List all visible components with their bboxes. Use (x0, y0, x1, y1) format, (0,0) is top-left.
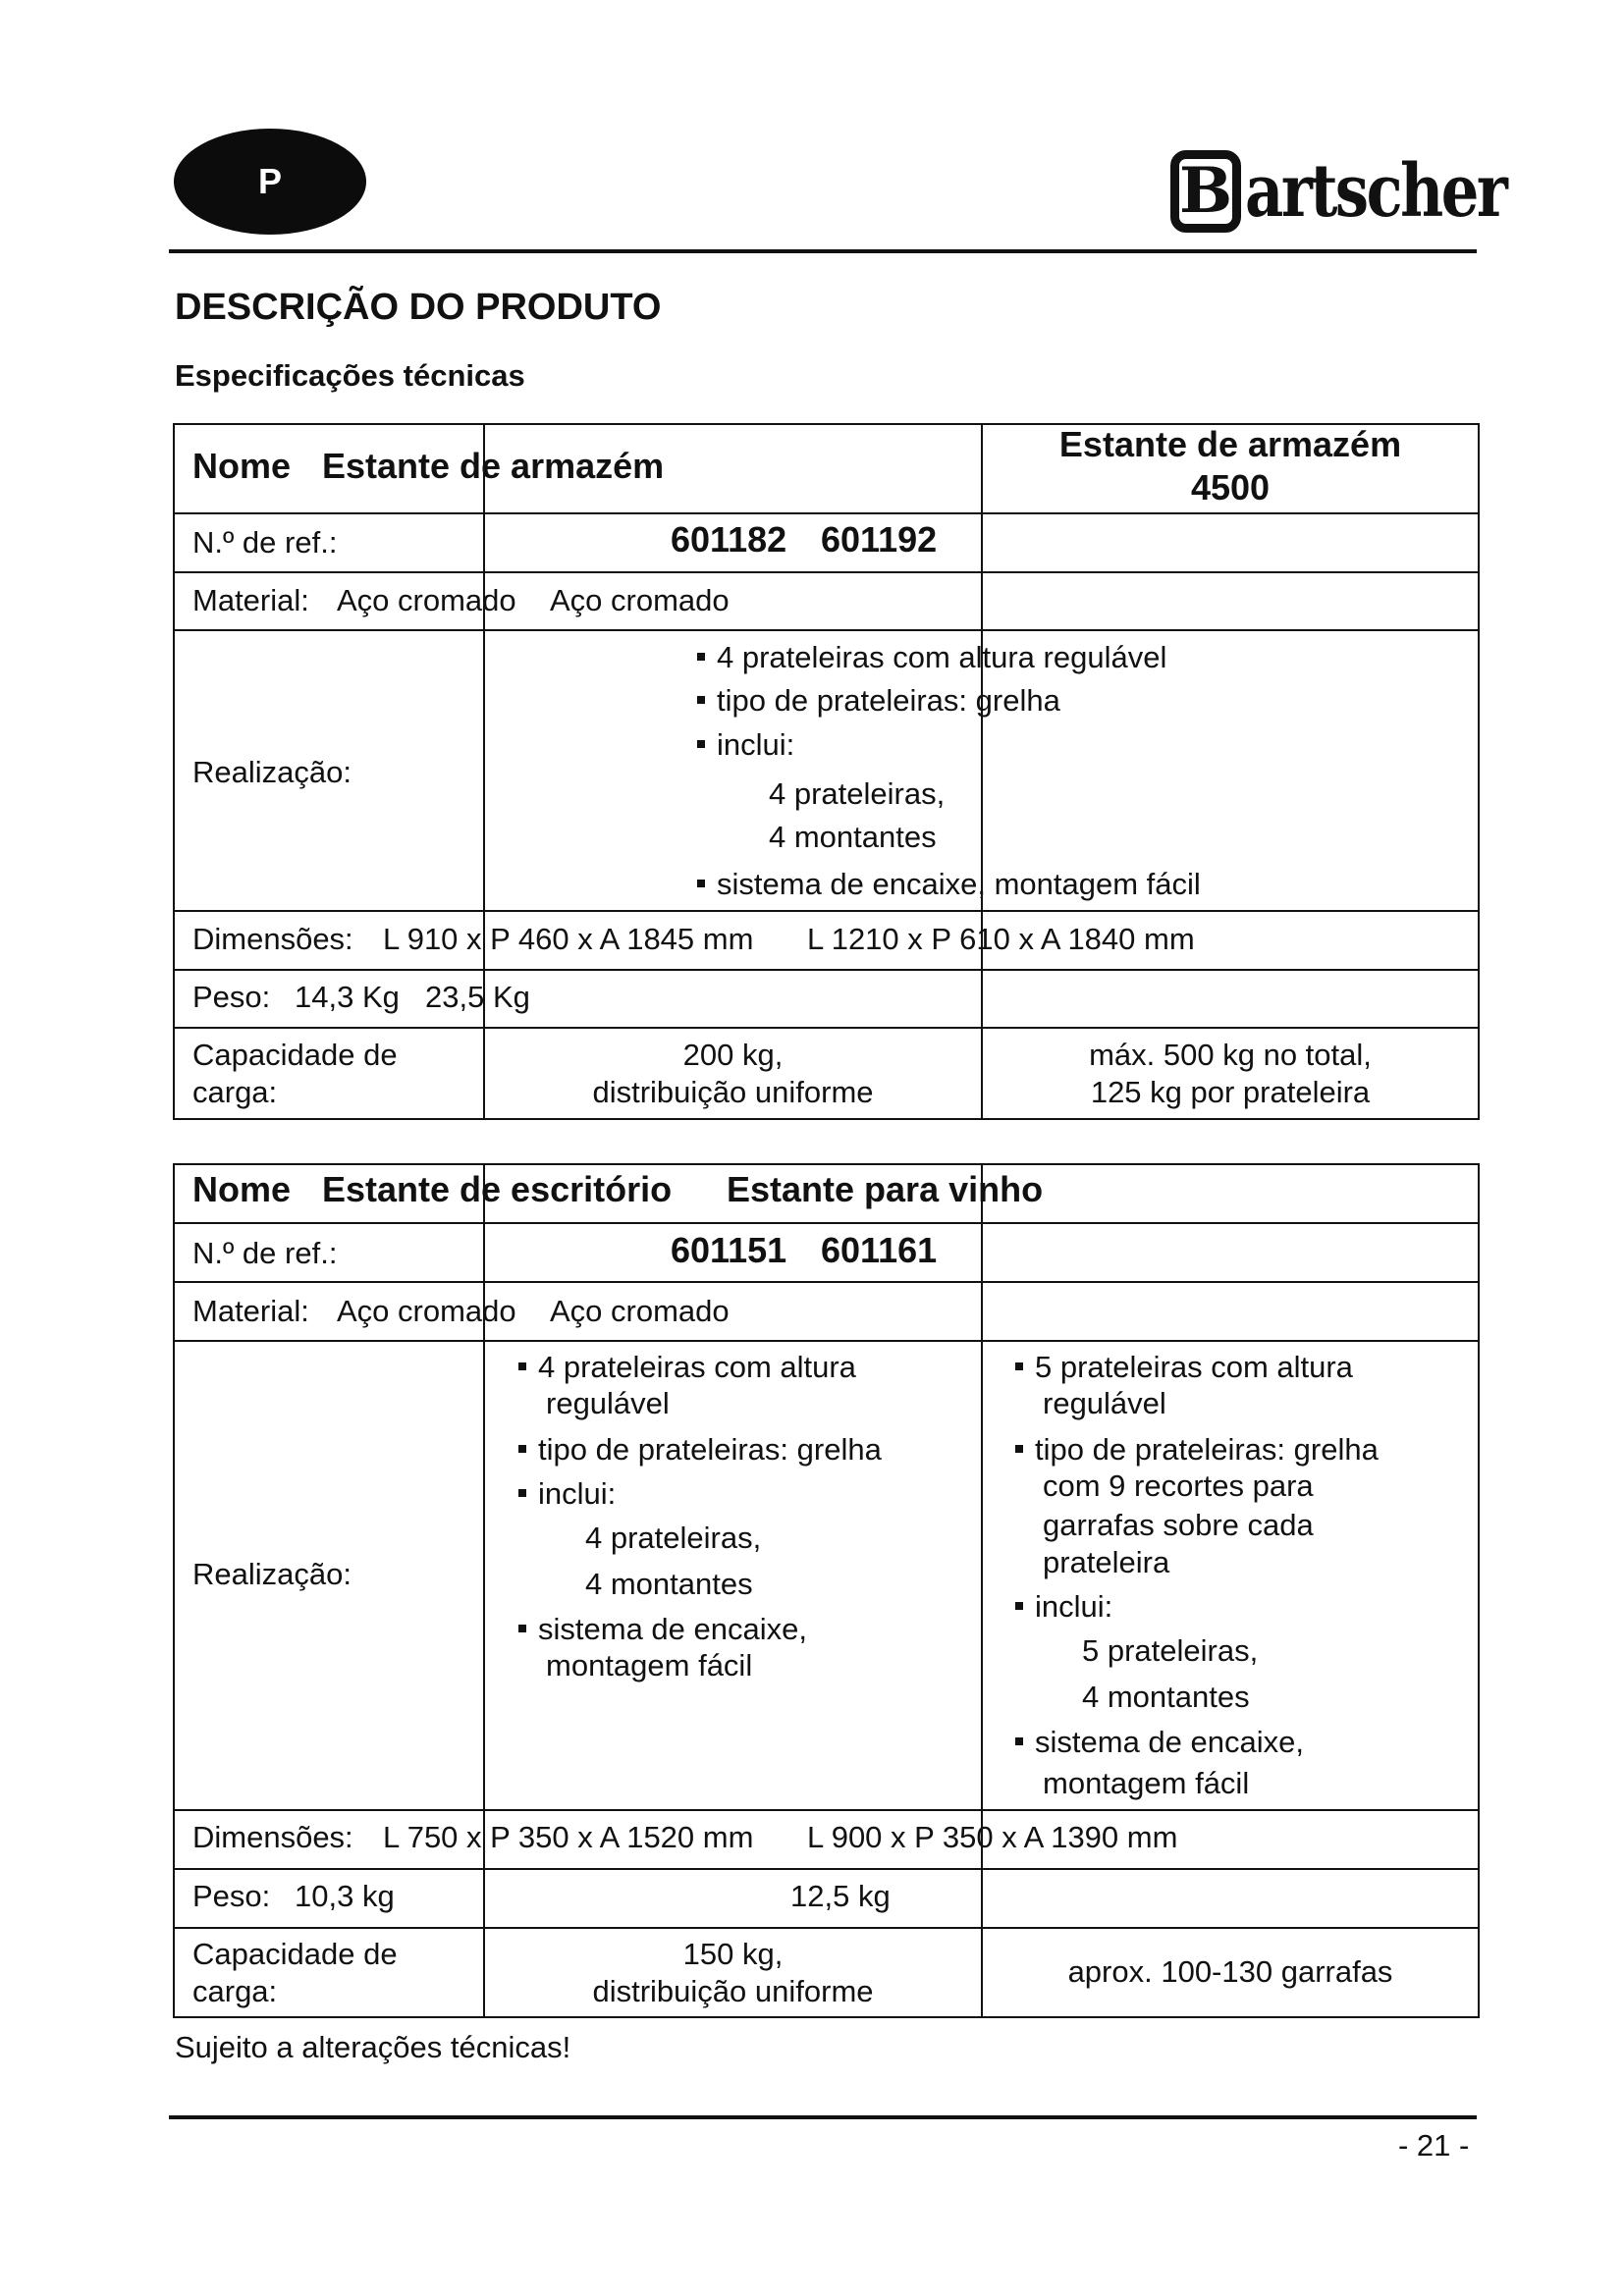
table2-vline (981, 1163, 983, 2018)
table2-col1-subitem: 4 prateleiras, (585, 1521, 762, 1555)
table1-dimensoes-col2: L 1210 x P 610 x A 1840 mm (807, 922, 1195, 956)
table2-name-label: Nome (192, 1169, 292, 1209)
table2-col1-item-cont: montagem fácil (546, 1648, 753, 1682)
subsection-title: Especificações técnicas (175, 358, 525, 393)
table2-col1-subitem: 4 montantes (585, 1567, 753, 1601)
table2-dimensoes-col1: L 750 x P 350 x A 1520 mm (383, 1820, 754, 1854)
table1-material-col2: Aço cromado (550, 583, 730, 617)
table2-capacidade-col1: 150 kg, (682, 1937, 784, 1971)
table2-hline (173, 1927, 1480, 1929)
bullet-icon (1015, 1362, 1023, 1370)
table1-capacidade-col1: distribuição uniforme (592, 1075, 874, 1109)
bullet-icon (518, 1625, 526, 1632)
table2-capacidade-col2: aprox. 100-130 garrafas (1067, 1954, 1393, 1989)
table2-col2-item-cont: prateleira (1043, 1545, 1170, 1579)
table1-realizacao-item: 4 prateleiras com altura regulável (697, 639, 1166, 676)
table2-material-label: Material: (192, 1294, 309, 1328)
table1-ref-col2: 601192 (821, 519, 938, 560)
table2-name-col2: Estante para vinho (727, 1169, 1044, 1209)
table2-hline (173, 1281, 1480, 1283)
table2-col1-item-cont: regulável (546, 1386, 670, 1420)
bullet-icon (518, 1489, 526, 1497)
table2-ref-col1: 601151 (671, 1230, 787, 1270)
table1-vline (981, 423, 983, 1120)
table2-capacidade-label: carga: (192, 1974, 278, 2008)
table1-ref-col1: 601182 (671, 519, 787, 560)
table1-material-col1: Aço cromado (337, 583, 516, 617)
table1-realizacao-item: sistema de encaixe, montagem fácil (697, 866, 1201, 903)
table1-hline (173, 571, 1480, 573)
table1-hline (173, 629, 1480, 631)
table1-capacidade-label: Capacidade de (192, 1038, 398, 1072)
table2-col2-item-cont: com 9 recortes para (1043, 1468, 1314, 1503)
table1-realizacao-label: Realização: (192, 755, 352, 789)
table1-peso-col1: 14,3 Kg (295, 980, 400, 1014)
table2-vline (483, 1163, 485, 2018)
bullet-icon (1015, 1602, 1023, 1610)
table2-hline (173, 1222, 1480, 1224)
bartscher-logo (1170, 147, 1563, 236)
table2-name-col1: Estante de escritório (322, 1169, 673, 1209)
table2-peso-col1: 10,3 kg (295, 1879, 395, 1913)
table2-material-col1: Aço cromado (337, 1294, 516, 1328)
table2-col1-item: sistema de encaixe, (518, 1611, 807, 1648)
section-title: DESCRIÇÃO DO PRODUTO (175, 287, 662, 328)
bullet-icon (697, 740, 705, 748)
table2-col2-item: 5 prateleiras com altura (1015, 1349, 1353, 1386)
table2-col2-subitem: 4 montantes (1082, 1680, 1250, 1714)
table2-col2-item-cont: regulável (1043, 1386, 1166, 1420)
table1-realizacao-item: tipo de prateleiras: grelha (697, 682, 1060, 720)
table2-col2-item: tipo de prateleiras: grelha (1015, 1431, 1379, 1468)
table2-col1-item: inclui: (518, 1475, 616, 1513)
table1-realizacao-item: inclui: (697, 726, 794, 764)
table2-capacidade-label: Capacidade de (192, 1937, 398, 1971)
table1-capacidade-label: carga: (192, 1075, 278, 1109)
table2-dimensoes-col2: L 900 x P 350 x A 1390 mm (807, 1820, 1178, 1854)
table2-hline (173, 1340, 1480, 1342)
table2-ref-col2: 601161 (821, 1230, 938, 1270)
table1-name-label: Nome (192, 446, 292, 486)
table1-capacidade-col1: 200 kg, (682, 1038, 784, 1072)
table2-ref-label: N.º de ref.: (192, 1236, 338, 1270)
table2-peso-col2: 12,5 kg (790, 1879, 891, 1913)
table2-col2-item-cont: montagem fácil (1043, 1766, 1250, 1800)
table2-col2-subitem: 5 prateleiras, (1082, 1633, 1259, 1668)
table1-dimensoes-col1: L 910 x P 460 x A 1845 mm (383, 922, 754, 956)
language-badge: P (174, 129, 366, 235)
table1-hline (173, 512, 1480, 514)
table1-realizacao-subitem: 4 prateleiras, (769, 776, 946, 811)
bullet-icon (1015, 1445, 1023, 1453)
bullet-icon (697, 653, 705, 661)
table1-realizacao-subitem: 4 montantes (769, 820, 937, 854)
table2-peso-label: Peso: (192, 1879, 271, 1913)
bullet-icon (697, 880, 705, 887)
table1-material-label: Material: (192, 583, 309, 617)
table2-capacidade-col1: distribuição uniforme (592, 1974, 874, 2008)
table2-hline (173, 1809, 1480, 1811)
table2-col2-item-cont: garrafas sobre cada (1043, 1508, 1314, 1542)
table1-hline (173, 969, 1480, 971)
logo-wordmark: artscher (1245, 149, 1506, 234)
table2-realizacao-label: Realização: (192, 1557, 352, 1591)
table2-hline (173, 1868, 1480, 1870)
bullet-icon (697, 696, 705, 704)
table1-name-col2-line1: Estante de armazém (1058, 424, 1402, 464)
table1-peso-label: Peso: (192, 980, 271, 1014)
logo-b-mark: B (1170, 150, 1241, 233)
bullet-icon (518, 1445, 526, 1453)
table2-col2-item: inclui: (1015, 1588, 1112, 1626)
table1-name-col2-line2: 4500 (1190, 467, 1271, 507)
table1-dimensoes-label: Dimensões: (192, 922, 353, 956)
table2-col1-item: tipo de prateleiras: grelha (518, 1431, 882, 1468)
footer-rule (169, 2115, 1477, 2119)
table1-peso-col2: 23,5 Kg (425, 980, 530, 1014)
table2-material-col2: Aço cromado (550, 1294, 730, 1328)
page-number: - 21 - (1398, 2128, 1470, 2163)
table1-hline (173, 910, 1480, 912)
bullet-icon (518, 1362, 526, 1370)
technical-changes-note: Sujeito a alterações técnicas! (175, 2030, 571, 2064)
table1-name-col1: Estante de armazém (322, 446, 665, 486)
table1-capacidade-col2: máx. 500 kg no total, (1089, 1038, 1372, 1072)
header-rule (169, 249, 1477, 253)
table1-hline (173, 1027, 1480, 1029)
table2-dimensoes-label: Dimensões: (192, 1820, 353, 1854)
table2-col1-item: 4 prateleiras com altura (518, 1349, 856, 1386)
table1-capacidade-col2: 125 kg por prateleira (1090, 1075, 1371, 1109)
table1-ref-label: N.º de ref.: (192, 525, 338, 560)
table2-col2-item: sistema de encaixe, (1015, 1724, 1304, 1761)
bullet-icon (1015, 1737, 1023, 1745)
